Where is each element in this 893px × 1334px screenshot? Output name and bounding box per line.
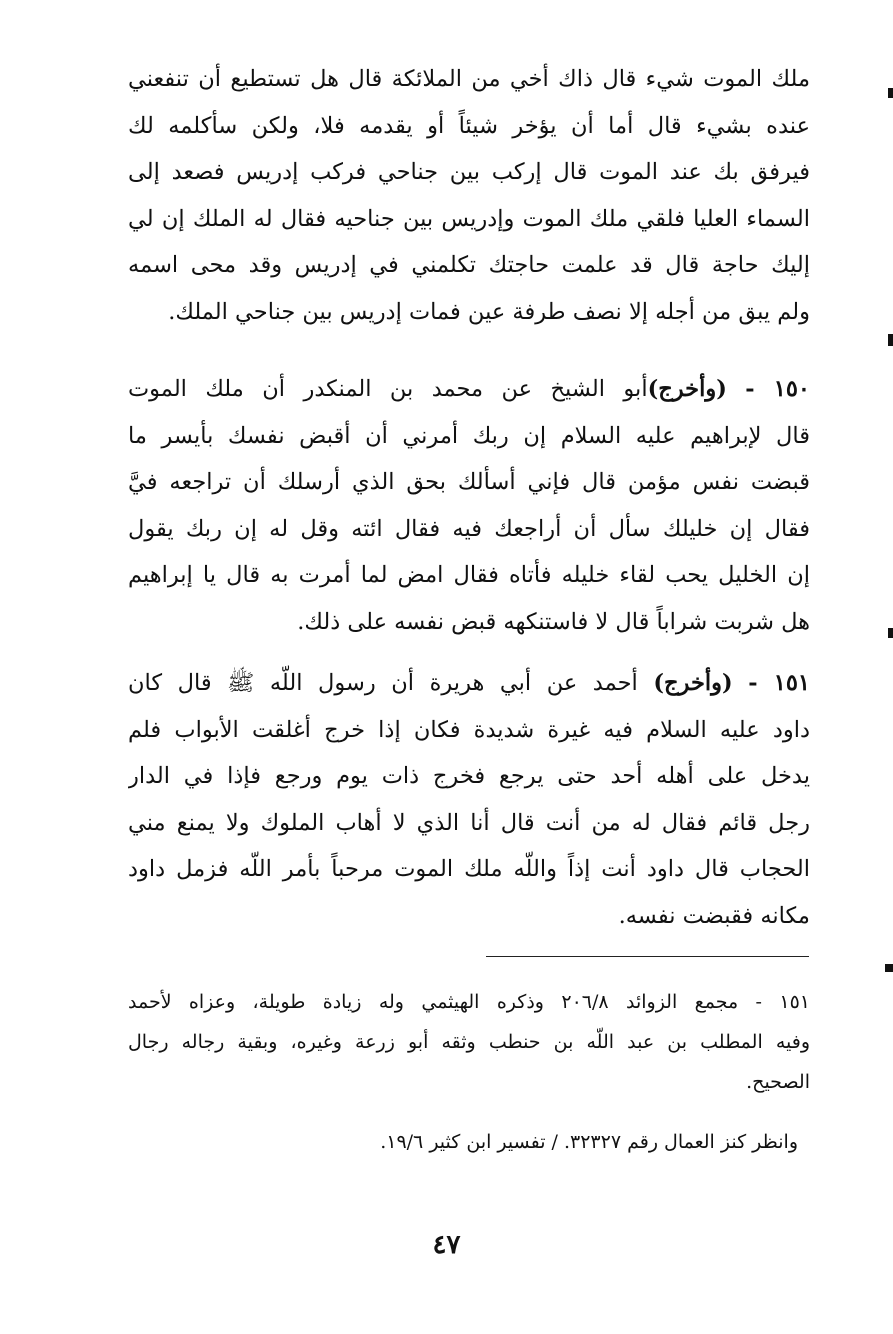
- text-line: إليك حاجة قال قد علمت حاجتك تكلمني في إدريس وقد محى اسمه: [128, 252, 810, 278]
- text-line: قبضت نفس مؤمن قال فإني أسألك بحق الذي أرسلك أن تراجعه فيَّ: [128, 469, 810, 495]
- text-line: فقال إن خليلك سأل أن أراجعك فيه فقال ائته وقل له إن ربك يقول: [128, 515, 810, 542]
- text-line: إن الخليل يحب لقاء خليله فأتاه فقال امض لما أمرت به قال يا إبراهيم: [128, 562, 810, 588]
- footnote-separator: [486, 956, 809, 957]
- paragraph-150: [128, 366, 810, 645]
- page-edge-mark: [888, 88, 893, 98]
- text-line: قال لإبراهيم عليه السلام إن ربك أمرني أن أقبض نفسك بأيسر ما: [128, 422, 810, 449]
- text-line: ولم يبق من أجله إلا نصف طرفة عين فمات إدريس بين جناحي الملك.: [168, 298, 810, 325]
- text-line: ملك الموت شيء قال ذاك أخي من الملائكة قال هل تستطيع أن تنفعني: [128, 66, 810, 92]
- text-line: الحجاب قال داود أنت إذاً واللّه ملك الموت مرحباً بأمر اللّه فزمل داود: [128, 856, 810, 882]
- text-segment: أبو الشيخ عن محمد بن المنكدر أن ملك الموت: [128, 376, 648, 402]
- footnote-line: وفيه المطلب بن عبد اللّه بن حنطب وثقه أبو زرعة وغيره، وبقية رجاله رجال: [128, 1031, 810, 1053]
- text-line: مكانه فقبضت نفسه.: [618, 902, 810, 929]
- paragraph-keyword: (وأخرج): [647, 376, 727, 402]
- text-line: داود عليه السلام فيه غيرة شديدة فكان إذا خرج أغلقت الأبواب فلم: [128, 716, 810, 743]
- page-edge-mark: [885, 964, 893, 972]
- paragraph-keyword: (وأخرج): [653, 670, 733, 696]
- text-line: فيرفق بك عند الموت قال إركب بين جناحي فركب إدريس فصعد إلى: [128, 159, 810, 185]
- page-edge-mark: [888, 628, 893, 638]
- paragraph-continued: [128, 56, 810, 335]
- footnote-see-also: وانظر كنز العمال رقم ٣٢٣٢٧. / تفسير ابن كثير ١٩/٦.: [380, 1131, 798, 1153]
- page-number: ٤٧: [432, 1230, 461, 1260]
- footnote-line: ١٥١ - مجمع الزوائد ٢٠٦/٨ وذكره الهيثمي وله زيادة طويلة، وعزاه لأحمد: [128, 991, 810, 1013]
- page-edge-mark: [888, 334, 893, 346]
- paragraph-number: ١٥٠ -: [745, 376, 810, 402]
- paragraph-number: ١٥١ -: [748, 670, 810, 696]
- text-line: [128, 366, 810, 413]
- text-line: [128, 660, 810, 707]
- text-line: السماء العليا فلقي ملك الموت وإدريس بين جناحيه فقال له الملك إن لي: [128, 205, 810, 232]
- text-line: عنده بشيء قال أما أن يؤخر شيئاً أو يقدمه فلا، ولكن سأكلمه لك: [128, 112, 810, 139]
- footnote: [128, 982, 810, 1102]
- text-line: هل شربت شراباً قال لا فاستنكهه قبض نفسه على ذلك.: [297, 608, 810, 635]
- text-line: رجل قائم فقال له من أنت قال أنا الذي لا أهاب الملوك ولا يمنع مني: [128, 809, 810, 836]
- text-segment: أحمد عن أبي هريرة أن رسول اللّه ﷺ قال كان: [128, 670, 638, 696]
- text-line: يدخل على أهله أحد حتى يرجع فخرج ذات يوم ورجع فإذا في الدار: [128, 763, 810, 789]
- paragraph-151: [128, 660, 810, 939]
- footnote-line: الصحيح.: [746, 1071, 810, 1093]
